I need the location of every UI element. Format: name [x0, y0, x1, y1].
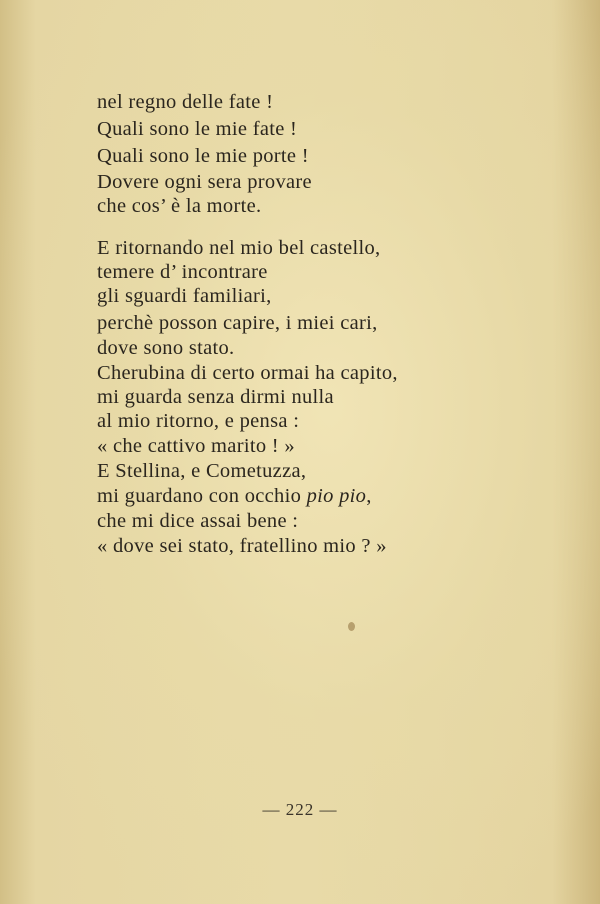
poem-line: perchè posson capire, i miei cari,	[97, 312, 378, 334]
poem-line: dove sono stato.	[97, 337, 235, 359]
poem-line: gli sguardi familiari,	[97, 285, 272, 307]
poem-text: ,	[366, 485, 372, 507]
italic-phrase: pio pio	[306, 485, 367, 507]
poem-line: Cherubina di certo ormai ha capito,	[97, 362, 398, 384]
poem-line: che mi dice assai bene :	[97, 510, 299, 532]
poem-line: al mio ritorno, e pensa :	[97, 410, 300, 432]
poem-line: « che cattivo marito ! »	[97, 435, 295, 457]
poem-line: E Stellina, e Cometuzza,	[97, 460, 307, 482]
poem-line: che cos’ è la morte.	[97, 195, 262, 217]
poem-line-occhio	[97, 486, 372, 507]
poem-line: nel regno delle fate !	[97, 91, 274, 113]
page-number: — 222 —	[262, 800, 338, 819]
poem-line: Quali sono le mie porte !	[97, 145, 309, 167]
poem-line: Quali sono le mie fate !	[97, 118, 298, 140]
poem-line: Dovere ogni sera provare	[97, 171, 312, 193]
poem-text: mi guardano con occhio	[97, 485, 307, 507]
paper-stain	[348, 622, 355, 631]
poem-line: mi guarda senza dirmi nulla	[97, 386, 334, 408]
poem-line: temere d’ incontrare	[97, 261, 268, 283]
poem-line: E ritornando nel mio bel castello,	[97, 237, 381, 259]
poem-line: « dove sei stato, fratellino mio ? »	[97, 535, 387, 557]
